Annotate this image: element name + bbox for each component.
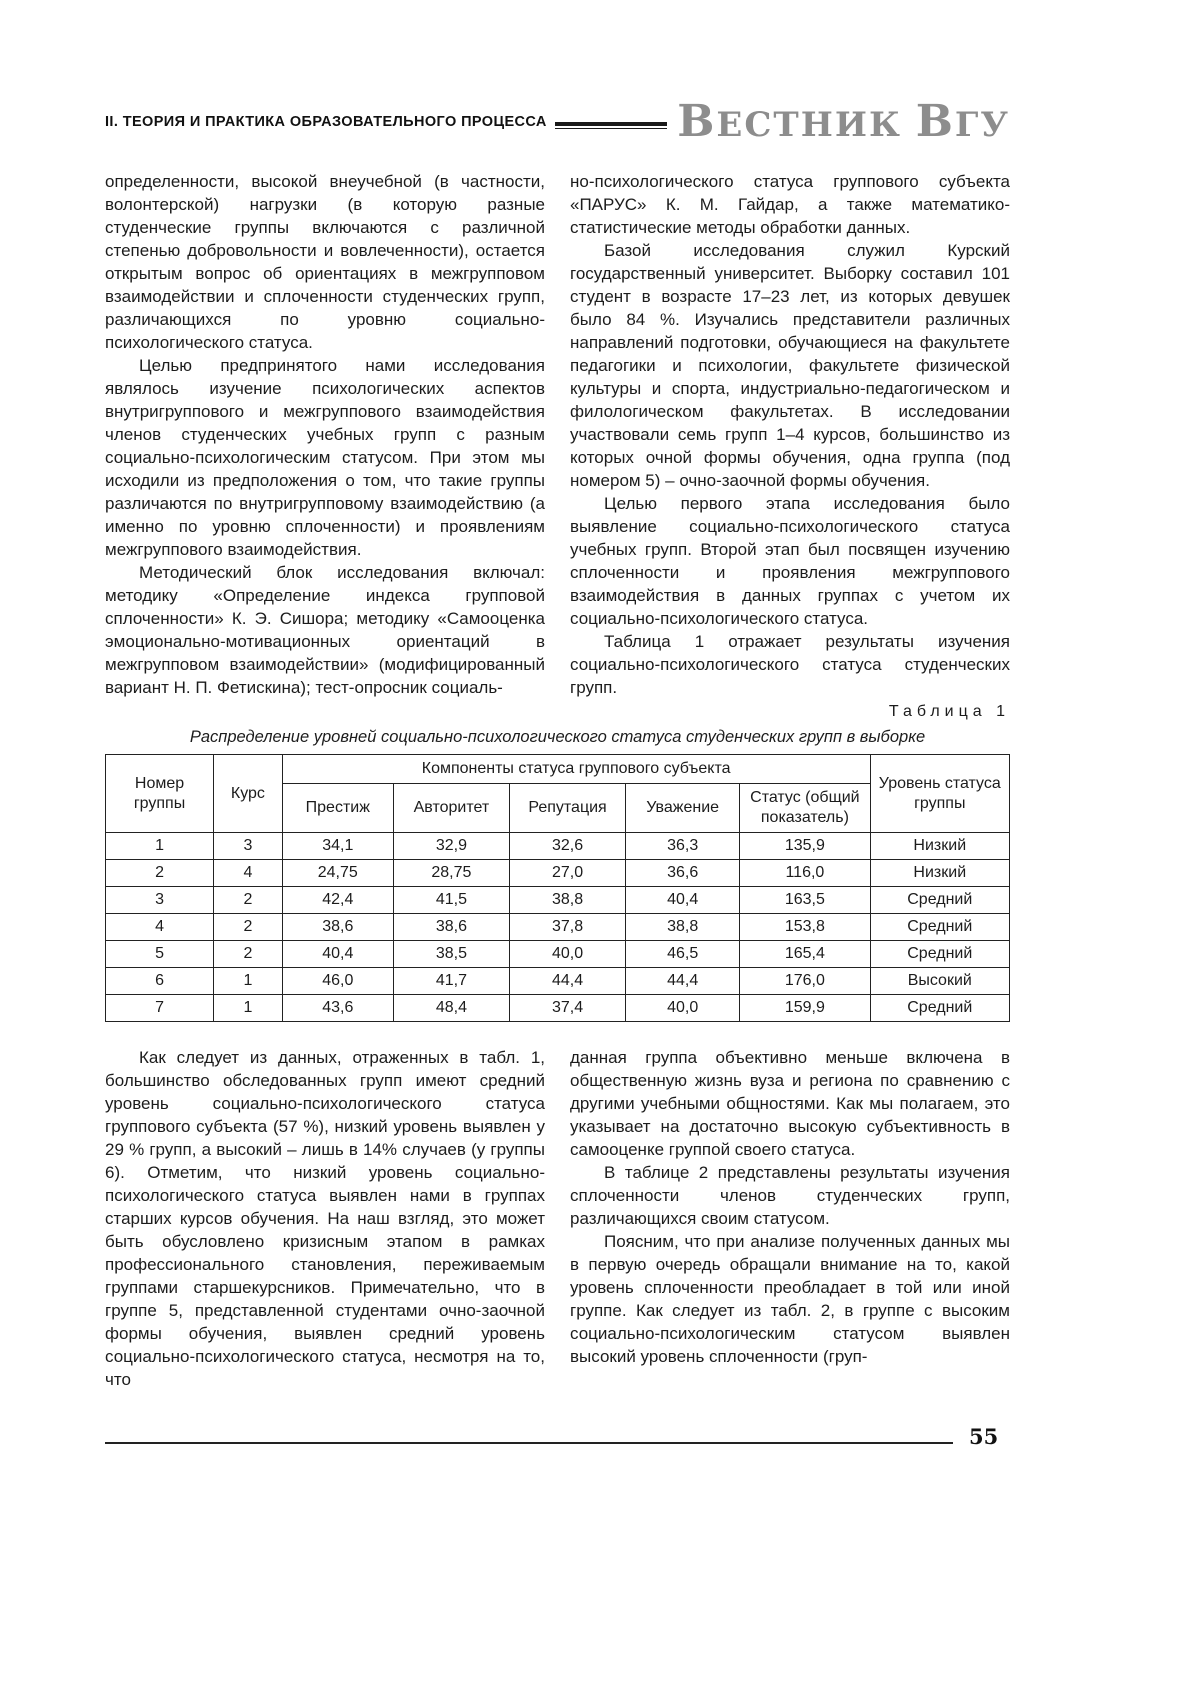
table-row	[106, 941, 1010, 968]
table-cell: Средний	[870, 995, 1009, 1022]
table-row	[106, 968, 1010, 995]
paragraph: определенности, высокой внеучебной (в частности, волонтерской) нагрузки (в которую разные студенческие группы включаются с различной степенью добровольности и вовлеченности), остается открытым вопрос об ориентациях в межгрупповом взаимодействии и сплоченности студенческих групп, различающихся по уровню социально-психологического статуса.	[105, 172, 545, 352]
status-table	[105, 754, 1010, 1022]
table-cell: 28,75	[393, 860, 509, 887]
table-cell: 163,5	[740, 887, 870, 914]
col-header-status-total: Статус (общий показатель)	[740, 784, 870, 833]
col-header-group-number: Номер группы	[106, 755, 214, 833]
col-header-status-level: Уровень статуса группы	[870, 755, 1009, 833]
paragraph: Целью первого этапа исследования было выявление социально-психологического статуса учебных групп. Второй этап был посвящен изучению сплоченности и проявления межгруппового взаимодействия в данных группах с учетом их социально-психологического статуса.	[570, 494, 1010, 628]
table-cell: 2	[214, 941, 283, 968]
table-row	[106, 995, 1010, 1022]
table-cell: 40,0	[626, 995, 740, 1022]
table-cell: Средний	[870, 941, 1009, 968]
paragraph: В таблице 2 представлены результаты изучения сплоченности членов студенческих групп, различающихся своим статусом.	[570, 1163, 1010, 1228]
table-cell: 32,6	[509, 833, 625, 860]
table-cell: 44,4	[626, 968, 740, 995]
table-cell: 165,4	[740, 941, 870, 968]
table-cell: 3	[214, 833, 283, 860]
table-cell: 2	[214, 887, 283, 914]
table-caption: Распределение уровней социально-психологического статуса студенческих групп в выборке	[189, 728, 926, 746]
footer-rule	[105, 1442, 953, 1444]
table-header-row	[106, 755, 1010, 784]
table-cell: 42,4	[282, 887, 393, 914]
table-row	[106, 833, 1010, 860]
col-header-prestige: Престиж	[282, 784, 393, 833]
table-cell: 1	[214, 968, 283, 995]
table-cell: 135,9	[740, 833, 870, 860]
table-cell: 43,6	[282, 995, 393, 1022]
table-cell: 2	[106, 860, 214, 887]
journal-logo	[677, 96, 1010, 147]
table-cell: 38,6	[393, 914, 509, 941]
table-cell: 27,0	[509, 860, 625, 887]
page-footer	[105, 1424, 1010, 1449]
table-cell: 4	[214, 860, 283, 887]
table-cell: 40,4	[626, 887, 740, 914]
table-cell: 44,4	[509, 968, 625, 995]
journal-logo-word: ВЕСТНИК	[677, 96, 902, 147]
page-number: 55	[969, 1424, 999, 1449]
table-cell: 37,8	[509, 914, 625, 941]
table-label: Таблица 1	[888, 703, 1010, 720]
paragraph: Поясним, что при анализе полученных данных мы в первую очередь обращали внимание на то, какой уровень сплоченности преобладает в той или иной группе. Как следует из табл. 2, в группе с высоким социально-психологическим статусом выявлен высокий уровень сплоченности (груп-	[570, 1232, 1010, 1366]
col-header-authority: Авторитет	[393, 784, 509, 833]
table-cell: 38,6	[282, 914, 393, 941]
table-cell: 40,0	[509, 941, 625, 968]
table-cell: 176,0	[740, 968, 870, 995]
table-cell: 38,8	[626, 914, 740, 941]
table-cell: 36,6	[626, 860, 740, 887]
col-header-respect: Уважение	[626, 784, 740, 833]
text-column-left	[105, 1046, 545, 1391]
col-group-header: Компоненты статуса группового субъекта	[282, 755, 870, 784]
table-cell: Средний	[870, 914, 1009, 941]
table-cell: 40,4	[282, 941, 393, 968]
table-cell: 32,9	[393, 833, 509, 860]
header-rule	[555, 122, 667, 129]
paragraph: Базой исследования служил Курский государственный университет. Выборку составил 101 студент в возрасте 17–23 лет, из которых девушек было 84 %. Изучались представители различных направлений подготовки, обучающиеся на факультете педагогики и психологии, факультете физической культуры и спорта, индустриально-педагогическом и филологическом факультетах. В исследовании участвовали семь групп 1–4 курсов, большинство из которых очной формы обучения, одна группа (под номером 5) – очно-заочной формы обучения.	[570, 241, 1010, 490]
table-cell: Средний	[870, 887, 1009, 914]
body-top	[105, 170, 1010, 699]
table-cell: 37,4	[509, 995, 625, 1022]
table-cell: 3	[106, 887, 214, 914]
table-cell: 1	[106, 833, 214, 860]
table-cell: Низкий	[870, 860, 1009, 887]
table-row	[106, 914, 1010, 941]
text-column-left	[105, 170, 545, 699]
table-cell: Низкий	[870, 833, 1009, 860]
paragraph: данная группа объективно меньше включена в общественную жизнь вуза и региона по сравнению с другими учебными общностями. Как мы полагаем, это указывает на достаточно высокую субъективность в самооценке группой своего статуса.	[570, 1048, 1010, 1159]
text-column-right	[570, 170, 1010, 699]
col-header-course: Курс	[214, 755, 283, 833]
table-row	[106, 860, 1010, 887]
table-cell: 46,0	[282, 968, 393, 995]
table-cell: 159,9	[740, 995, 870, 1022]
page	[105, 96, 1010, 1391]
table-cell: 24,75	[282, 860, 393, 887]
table-cell: 5	[106, 941, 214, 968]
table-cell: 38,8	[509, 887, 625, 914]
table-cell: 116,0	[740, 860, 870, 887]
journal-logo-word: ВГУ	[915, 96, 1010, 147]
table-cell: 36,3	[626, 833, 740, 860]
table-cell: 41,5	[393, 887, 509, 914]
table-cell: 34,1	[282, 833, 393, 860]
paragraph: но-психологического статуса группового субъекта «ПАРУС» К. М. Гайдар, а также математико-статистические методы обработки данных.	[570, 172, 1010, 237]
table-cell: 2	[214, 914, 283, 941]
table-cell: 7	[106, 995, 214, 1022]
paragraph: Как следует из данных, отраженных в табл. 1, большинство обследованных групп имеют средний уровень социально-психологического статуса группового субъекта (57 %), низкий уровень выявлен у 29 % групп, а высокий – лишь в 14% случаев (у группы 6). Отметим, что низкий уровень социально-психологического статуса выявлен нами в группах старших курсов обучения. На наш взгляд, это может быть обусловлено кризисным этапом в рамках профессионального становления, переживаемым группами старшекурсников. Примечательно, что в группе 5, представленной студентами очно-заочной формы обучения, выявлен средний уровень социально-психологического статуса, несмотря на то, что	[105, 1048, 545, 1389]
table-cell: 38,5	[393, 941, 509, 968]
page-header	[105, 96, 1010, 147]
body-bottom	[105, 1046, 1010, 1391]
table-cell: Высокий	[870, 968, 1009, 995]
text-column-right	[570, 1046, 1010, 1391]
table-cell: 6	[106, 968, 214, 995]
table-cell: 41,7	[393, 968, 509, 995]
table-cell: 4	[106, 914, 214, 941]
paragraph: Таблица 1 отражает результаты изучения социально-психологического статуса студенческих групп.	[570, 632, 1010, 697]
table-cell: 153,8	[740, 914, 870, 941]
paragraph: Целью предпринятого нами исследования являлось изучение психологических аспектов внутригруппового и межгруппового взаимодействия членов студенческих учебных групп с разным социально-психологическим статусом. При этом мы исходили из предположения о том, что такие группы различаются по внутригрупповому взаимодействию (а именно по уровню сплоченности) и проявлениям межгруппового взаимодействия.	[105, 356, 545, 559]
paragraph: Методический блок исследования включал: методику «Определение индекса групповой сплоченности» К. Э. Сишора; методику «Самооценка эмоционально-мотивационных ориентаций в межгрупповом взаимодействии» (модифицированный вариант Н. П. Фетискина); тест-опросник социаль-	[105, 563, 545, 697]
table-row	[106, 887, 1010, 914]
table-cell: 1	[214, 995, 283, 1022]
table-cell: 48,4	[393, 995, 509, 1022]
col-header-reputation: Репутация	[509, 784, 625, 833]
section-title: II. ТЕОРИЯ И ПРАКТИКА ОБРАЗОВАТЕЛЬНОГО ПРОЦЕССА	[105, 114, 547, 130]
table-cell: 46,5	[626, 941, 740, 968]
